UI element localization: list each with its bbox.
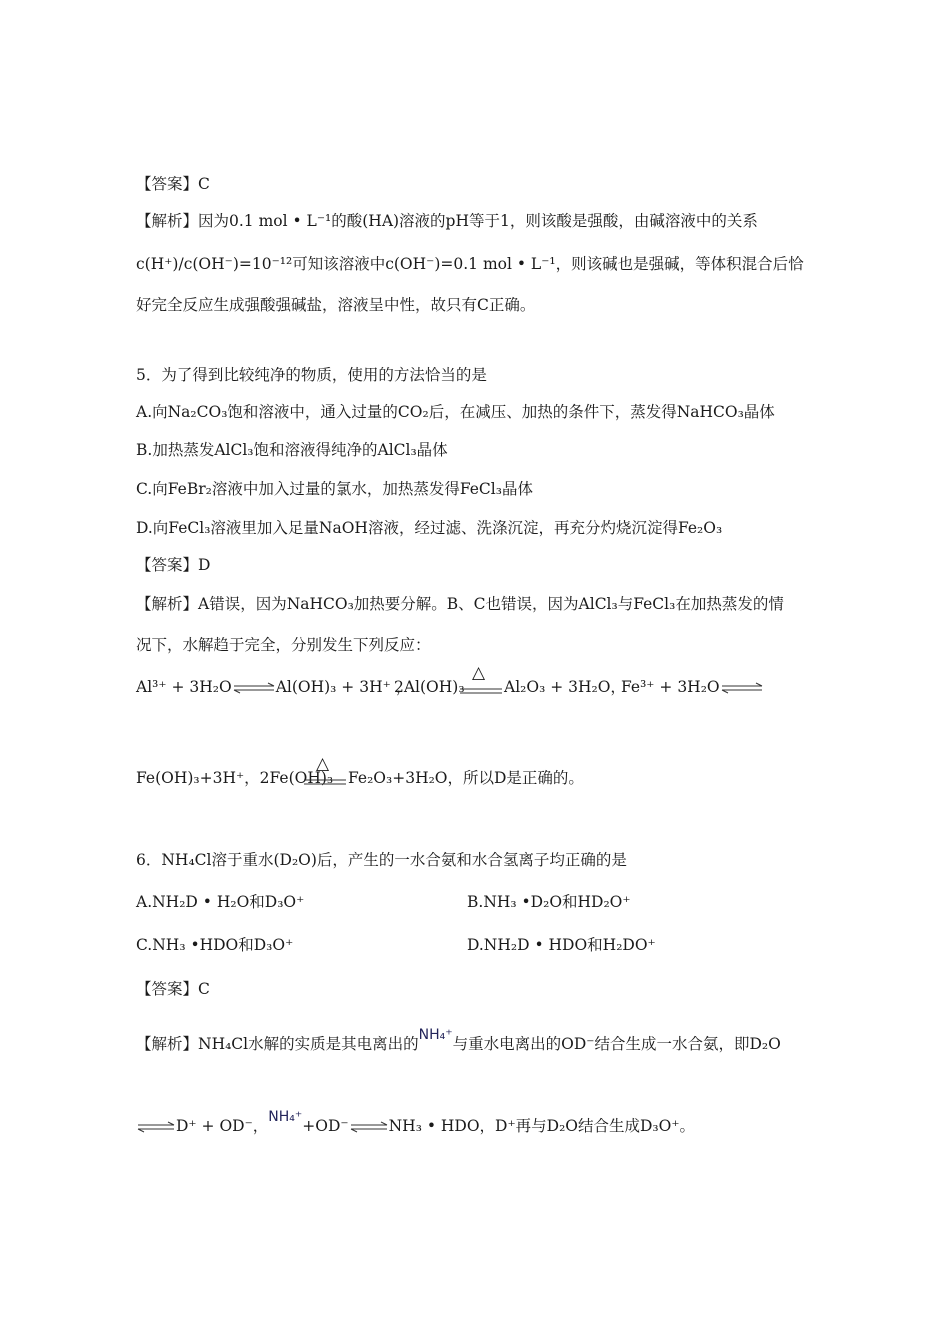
q5-option-a: A.向Na₂CO₃饱和溶液中，通入过量的CO₂后，在减压、加热的条件下，蒸发得NaHCO₃晶体 <box>136 403 775 421</box>
equilibrium-arrow <box>720 682 764 694</box>
eq5-part2: +OD⁻ <box>302 1117 349 1135</box>
q5-analysis-line2: 况下，水解趋于完全，分别发生下列反应： <box>136 636 431 654</box>
heat-symbol: △ <box>316 754 330 774</box>
q4-answer: 【答案】C <box>136 175 210 193</box>
equation-row-1 <box>136 676 411 698</box>
equation-row-1-d <box>621 676 764 698</box>
q6-stem: 6．NH₄Cl溶于重水(D₂O)后，产生的一水合氨和水合氢离子均正确的是 <box>136 851 627 869</box>
equation-row-1-b <box>394 676 465 698</box>
eq2-left: 2Al(OH)₃ <box>394 678 465 696</box>
heat-arrow-2 <box>302 754 348 791</box>
heat-arrow-1 <box>458 663 504 700</box>
eq1-left: Al³⁺ + 3H₂O <box>136 678 232 696</box>
q5-analysis-line1: 【解析】A错误，因为NaHCO₃加热要分解。B、C也错误，因为AlCl₃与FeCl₃在加热蒸发的情 <box>136 595 784 613</box>
ammonium-ion-image: NH₄⁺ <box>268 1109 303 1125</box>
eq4-right: Fe₂O₃+3H₂O，所以D是正确的。 <box>348 769 584 787</box>
eq5-part3: NH₃ • HDO，D⁺再与D₂O结合生成D₃O⁺。 <box>388 1117 696 1135</box>
q4-analysis-line1: 【解析】因为0.1 mol • L⁻¹的酸(HA)溶液的pH等于1，则该酸是强酸，由碱溶液中的关系 <box>136 212 758 230</box>
q5-option-b: B.加热蒸发AlCl₃饱和溶液得纯净的AlCl₃晶体 <box>136 441 448 459</box>
q5-option-c: C.向FeBr₂溶液中加入过量的氯水，加热蒸发得FeCl₃晶体 <box>136 480 533 498</box>
q6-option-b: B.NH₃ •D₂O和HD₂O⁺ <box>467 893 631 911</box>
q5-answer: 【答案】D <box>136 556 211 574</box>
equilibrium-arrow <box>136 1121 176 1133</box>
q6-answer: 【答案】C <box>136 980 210 998</box>
eq3-left: Fe³⁺ + 3H₂O <box>621 678 720 696</box>
q5-stem: 5．为了得到比较纯净的物质，使用的方法恰当的是 <box>136 366 487 384</box>
heat-symbol: △ <box>472 663 486 683</box>
q6-option-a: A.NH₂D • H₂O和D₃O⁺ <box>136 893 305 911</box>
q6-analysis-suffix: 与重水电离出的OD⁻结合生成一水合氨，即D₂O <box>452 1035 781 1053</box>
eq5-part1: D⁺ + OD⁻， <box>176 1117 269 1135</box>
equation-row-1-c <box>504 676 626 698</box>
q5-option-d: D.向FeCl₃溶液里加入足量NaOH溶液，经过滤、洗涤沉淀，再充分灼烧沉淀得Fe₂O₃ <box>136 519 723 537</box>
eq4-left: Fe(OH)₃+3H⁺，2Fe(OH)₃ <box>136 769 334 787</box>
q4-analysis-line2: c(H⁺)/c(OH⁻)=10⁻¹²可知该溶液中c(OH⁻)=0.1 mol • L⁻¹，则该碱也是强碱，等体积混合后恰 <box>136 255 804 273</box>
q6-option-c: C.NH₃ •HDO和D₃O⁺ <box>136 936 294 954</box>
equation-row-2-b <box>348 767 584 789</box>
q4-analysis-line3: 好完全反应生成强酸强碱盐，溶液呈中性，故只有C正确。 <box>136 296 536 314</box>
equilibrium-arrow <box>232 682 276 694</box>
q6-option-d: D.NH₂D • HDO和H₂DO⁺ <box>467 936 656 954</box>
ammonium-ion-image: NH₄⁺ <box>418 1027 453 1043</box>
equilibrium-arrow <box>349 1121 389 1133</box>
eq1-right: Al(OH)₃ + 3H⁺ ， <box>275 678 412 696</box>
q6-analysis-line1 <box>136 1027 781 1056</box>
q6-analysis-prefix: 【解析】NH₄Cl水解的实质是其电离出的 <box>136 1035 419 1053</box>
q6-analysis-line2 <box>136 1109 696 1138</box>
eq2-right: Al₂O₃ + 3H₂O， <box>504 678 626 696</box>
